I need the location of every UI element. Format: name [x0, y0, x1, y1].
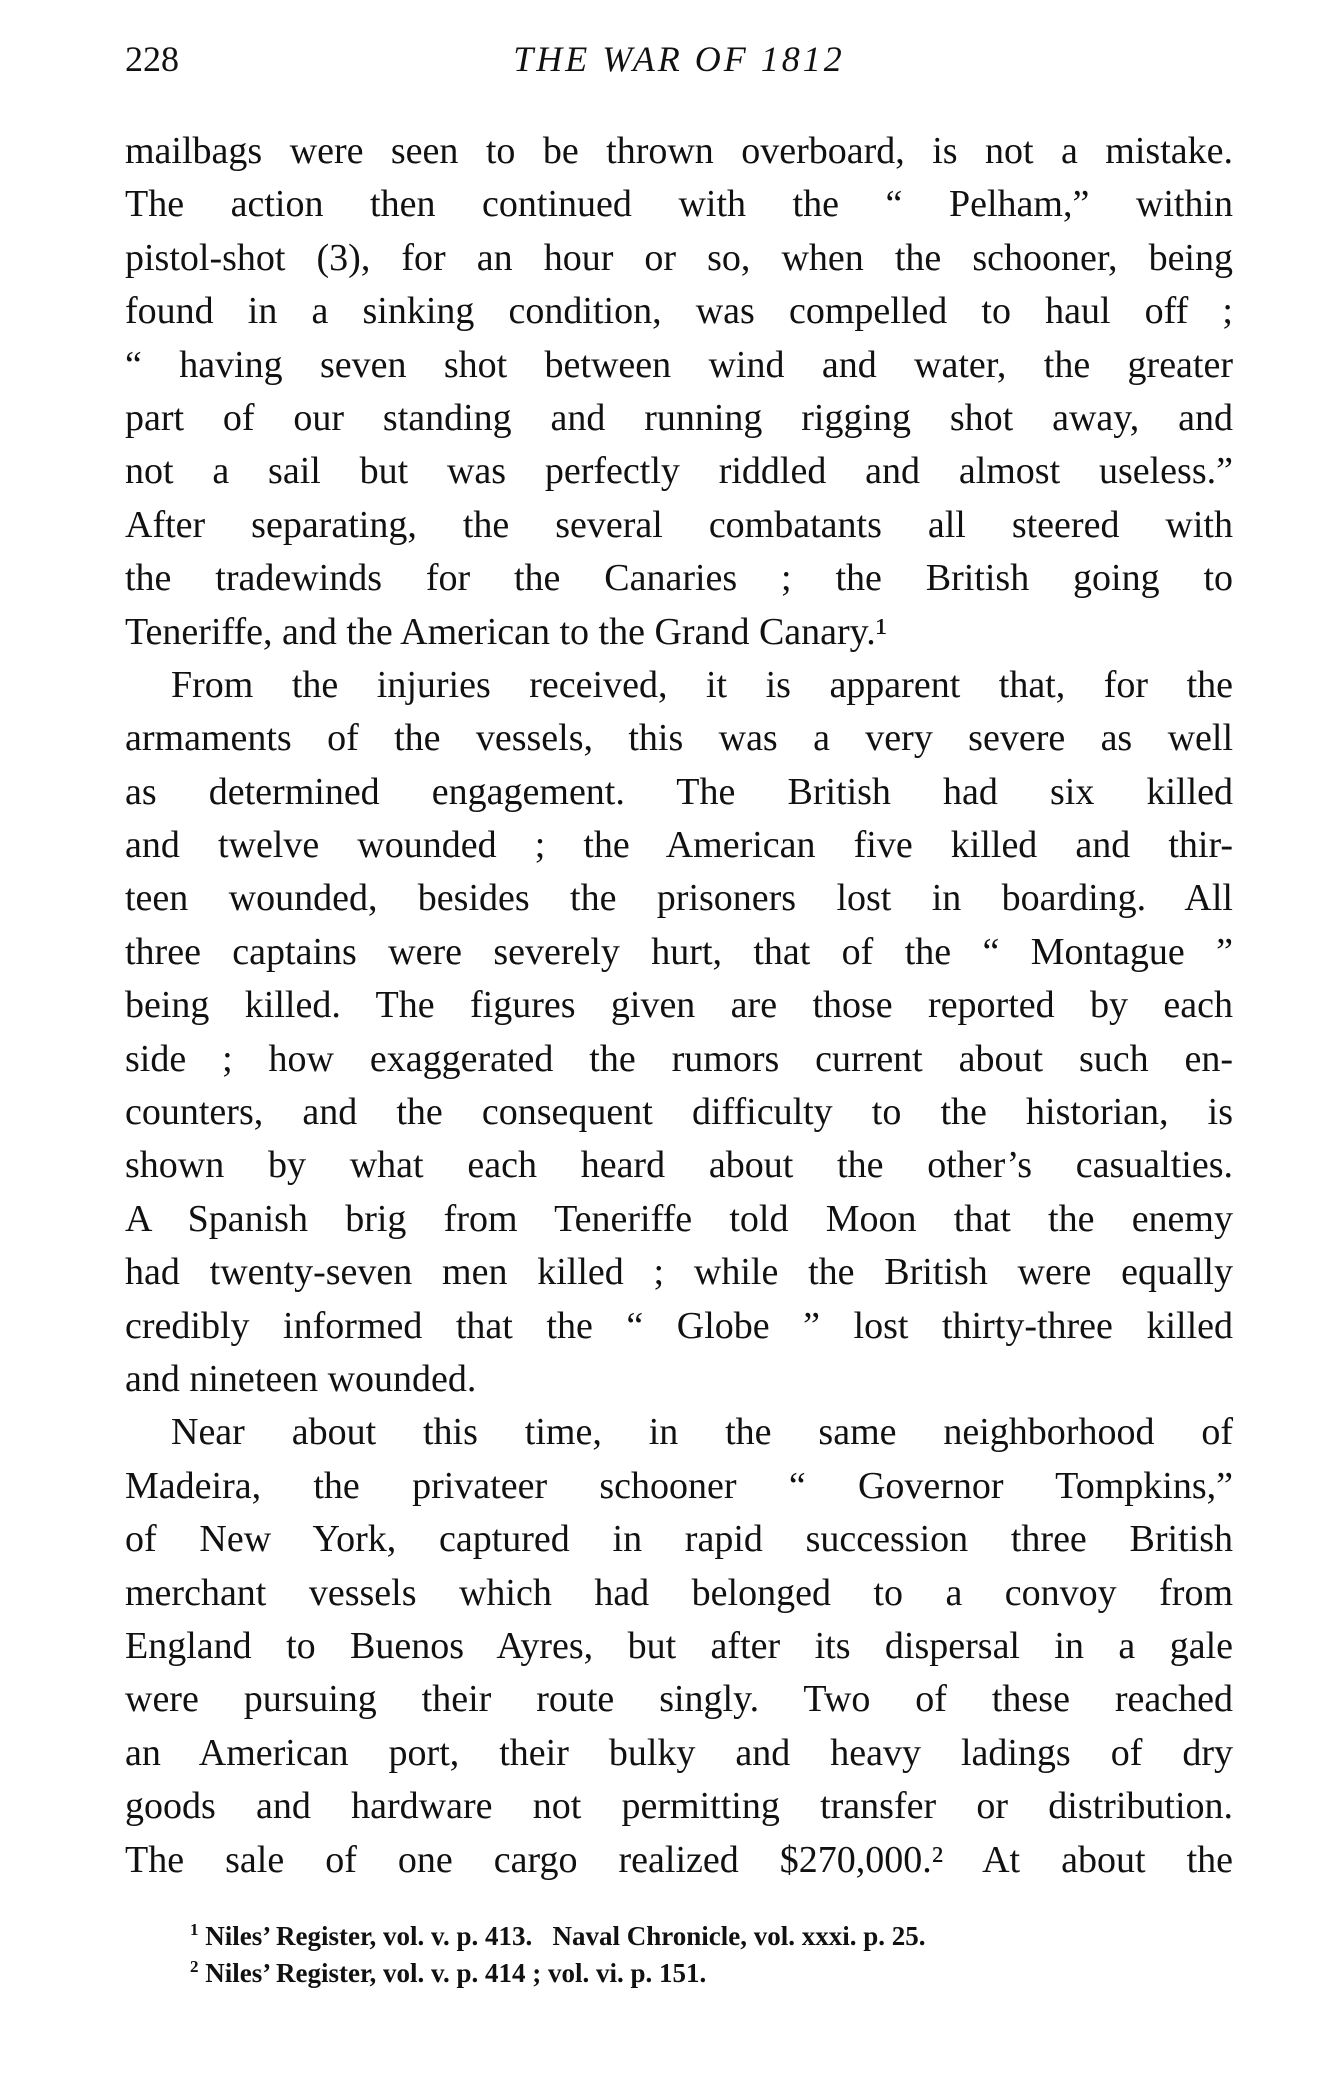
- running-title: THE WAR OF 1812: [513, 39, 845, 79]
- text-line: pistol-shot (3), for an hour or so, when the schooner, being: [125, 236, 1233, 279]
- text-line: part of our standing and running rigging shot away, and: [125, 396, 1233, 439]
- footnote-text: Niles’ Register, vol. v. p. 414 ; vol. vi. p. 151.: [198, 1958, 707, 1988]
- text-line: of New York, captured in rapid succession three British: [125, 1518, 1233, 1561]
- footnote: [190, 1955, 926, 1992]
- text-line: side ; how exaggerated the rumors current about such en-: [125, 1037, 1233, 1080]
- text-line: as determined engagement. The British had six killed: [125, 770, 1233, 813]
- text-line: an American port, their bulky and heavy ladings of dry: [125, 1731, 1233, 1774]
- page-number: 228: [125, 39, 179, 79]
- text-line: England to Buenos Ayres, but after its dispersal in a gale: [125, 1624, 1233, 1667]
- text-line: After separating, the several combatants all steered with: [125, 503, 1233, 546]
- body-text: [125, 125, 1233, 1887]
- text-line: The action then continued with the “ Pelham,” within: [125, 183, 1233, 226]
- text-line: “ having seven shot between wind and water, the greater: [125, 343, 1233, 386]
- text-line: Madeira, the privateer schooner “ Governor Tompkins,”: [125, 1464, 1233, 1507]
- text-line: and twelve wounded ; the American five killed and thir-: [125, 824, 1233, 867]
- text-line: From the injuries received, it is apparent that, for the: [171, 663, 1233, 706]
- text-line: armaments of the vessels, this was a very severe as well: [125, 717, 1233, 760]
- footnote-mark: 2: [190, 1957, 199, 1976]
- text-line: The sale of one cargo realized $270,000.² At about the: [125, 1838, 1233, 1881]
- text-line: teen wounded, besides the prisoners lost in boarding. All: [125, 877, 1233, 920]
- footnote-text: Niles’ Register, vol. v. p. 413. Naval Chronicle, vol. xxxi. p. 25.: [198, 1921, 926, 1951]
- footnote-mark: 1: [190, 1920, 199, 1939]
- text-line: goods and hardware not permitting transfer or distribution.: [125, 1785, 1233, 1828]
- text-line: and nineteen wounded.: [125, 1357, 477, 1400]
- footnotes: [190, 1918, 926, 1992]
- text-line: had twenty-seven men killed ; while the British were equally: [125, 1251, 1233, 1294]
- text-line: A Spanish brig from Teneriffe told Moon that the enemy: [125, 1197, 1233, 1240]
- text-line: being killed. The figures given are those reported by each: [125, 984, 1233, 1027]
- text-line: shown by what each heard about the other’s casualties.: [125, 1144, 1233, 1187]
- text-line: not a sail but was perfectly riddled and almost useless.”: [125, 450, 1233, 493]
- page-header: [125, 38, 1233, 88]
- text-line: were pursuing their route singly. Two of these reached: [125, 1678, 1233, 1721]
- footnote: [190, 1918, 926, 1955]
- text-line: found in a sinking condition, was compelled to haul off ;: [125, 290, 1233, 333]
- text-line: merchant vessels which had belonged to a convoy from: [125, 1571, 1233, 1614]
- text-line: three captains were severely hurt, that of the “ Montague ”: [125, 930, 1233, 973]
- text-line: counters, and the consequent difficulty to the historian, is: [125, 1091, 1233, 1134]
- text-line: the tradewinds for the Canaries ; the British going to: [125, 557, 1233, 600]
- text-line: mailbags were seen to be thrown overboard, is not a mistake.: [125, 130, 1233, 172]
- text-line: credibly informed that the “ Globe ” lost thirty-three killed: [125, 1304, 1233, 1347]
- text-line: Near about this time, in the same neighborhood of: [171, 1411, 1233, 1454]
- text-line: Teneriffe, and the American to the Grand Canary.¹: [125, 610, 888, 653]
